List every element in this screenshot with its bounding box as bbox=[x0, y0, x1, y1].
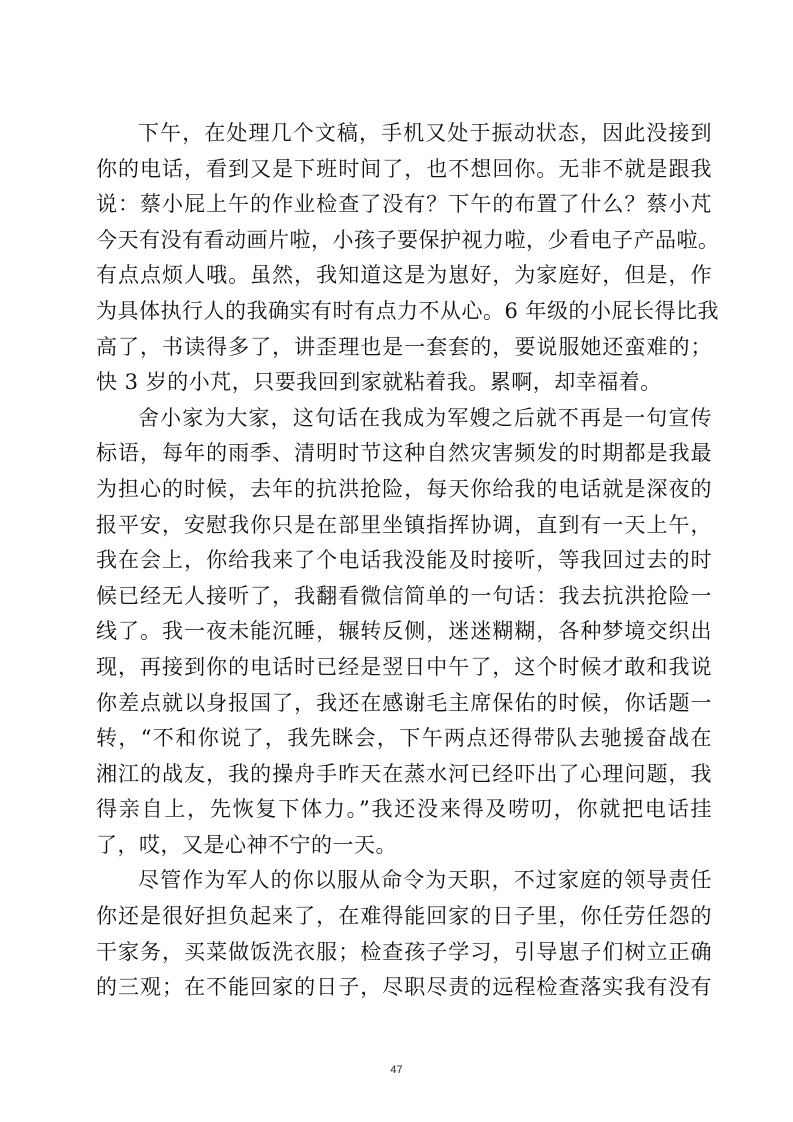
paragraph-1 bbox=[96, 116, 720, 401]
paragraph-3 bbox=[96, 863, 712, 1005]
text-line: 现，再接到你的电话时已经是翌日中午了，这个时候才敢和我说 bbox=[96, 654, 712, 679]
text-line: 得亲自上，先恢复下体力。”我还没来得及唠叨，你就把电话挂 bbox=[96, 797, 712, 822]
text-line: 的三观；在不能回家的日子，尽职尽责的远程检查落实我有没有 bbox=[96, 975, 712, 1000]
text-line: 为担心的时候，去年的抗洪抢险，每天你给我的电话就是深夜的 bbox=[96, 476, 712, 501]
text-line: 我在会上，你给我来了个电话我没能及时接听，等我回过去的时 bbox=[96, 548, 712, 573]
text-line: 说：蔡小屁上午的作业检查了没有？下午的布置了什么？蔡小芃 bbox=[96, 192, 712, 217]
text-line: 高了，书读得多了，讲歪理也是一套套的，要说服她还蛮难的； bbox=[96, 334, 712, 359]
text-line: 为具体执行人的我确实有时有点力不从心。6 年级的小屁长得比我 bbox=[96, 298, 720, 323]
text-line: 报平安，安慰我你只是在部里坐镇指挥协调，直到有一天上午， bbox=[96, 512, 712, 537]
text-line: 转，“不和你说了，我先眯会，下午两点还得带队去驰援奋战在 bbox=[96, 726, 712, 751]
body-text bbox=[96, 116, 720, 1006]
page-number: 47 bbox=[390, 1064, 403, 1076]
text-line: 快 3 岁的小芃，只要我回到家就粘着我。累啊，却幸福着。 bbox=[96, 370, 662, 395]
text-line: 下午，在处理几个文稿，手机又处于振动状态，因此没接到 bbox=[138, 121, 712, 145]
text-line: 线了。我一夜未能沉睡，辗转反侧，迷迷糊糊，各种梦境交织出 bbox=[96, 619, 712, 644]
text-line: 你差点就以身报国了，我还在感谢毛主席保佑的时候，你话题一 bbox=[96, 690, 712, 715]
text-line: 你还是很好担负起来了，在难得能回家的日子里，你任劳任怨的 bbox=[96, 904, 712, 929]
text-line: 了，哎，又是心神不宁的一天。 bbox=[96, 832, 397, 857]
text-line: 标语，每年的雨季、清明时节这种自然灾害频发的时期都是我最 bbox=[96, 441, 712, 466]
text-line: 今天有没有看动画片啦，小孩子要保护视力啦，少看电子产品啦。 bbox=[96, 227, 720, 252]
paragraph-2 bbox=[96, 401, 712, 864]
text-line: 干家务，买菜做饭洗衣服；检查孩子学习，引导崽子们树立正确 bbox=[96, 939, 712, 964]
text-line: 湘江的战友，我的操舟手昨天在蒸水河已经吓出了心理问题，我 bbox=[96, 761, 712, 786]
text-line: 尽管作为军人的你以服从命令为天职，不过家庭的领导责任 bbox=[138, 868, 712, 893]
text-line: 舍小家为大家，这句话在我成为军嫂之后就不再是一句宣传 bbox=[138, 405, 712, 430]
text-line: 候已经无人接听了，我翻看微信简单的一句话：我去抗洪抢险一 bbox=[96, 583, 712, 608]
text-line: 你的电话，看到又是下班时间了，也不想回你。无非不就是跟我 bbox=[96, 156, 712, 181]
text-line: 有点点烦人哦。虽然，我知道这是为崽好，为家庭好，但是，作 bbox=[96, 263, 712, 288]
